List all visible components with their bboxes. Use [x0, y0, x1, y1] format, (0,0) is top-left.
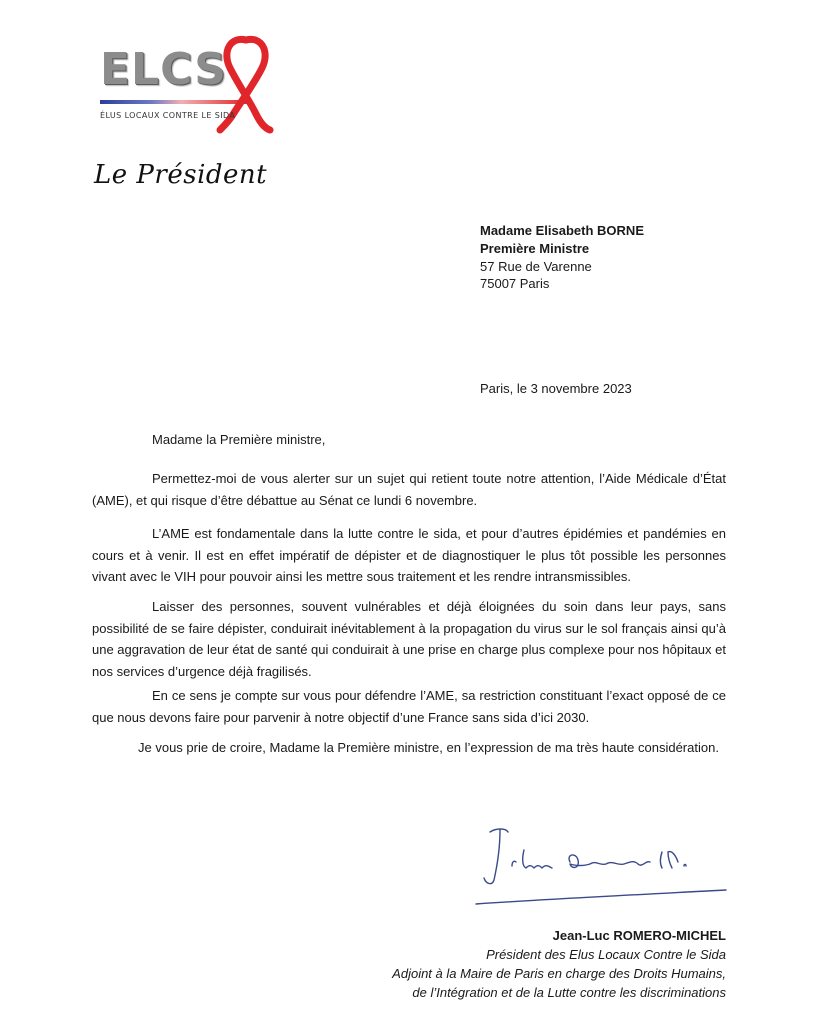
letter-date: Paris, le 3 novembre 2023 [480, 381, 632, 396]
logo-letters: ELCS [100, 44, 227, 95]
signatory-title: Adjoint à la Maire de Paris en charge des Droits Humains, [392, 966, 726, 981]
letterhead-title: Le Président [94, 160, 268, 190]
logo-subtitle: ÉLUS LOCAUX CONTRE LE SIDA [100, 111, 236, 120]
signatory-title: de l’Intégration et de la Lutte contre les discriminations [412, 985, 726, 1000]
recipient-name: Madame Elisabeth BORNE [480, 223, 644, 238]
recipient-address-line2: 75007 Paris [480, 276, 550, 291]
signatory-title: Président des Elus Locaux Contre le Sida [486, 947, 726, 962]
recipient-role: Première Ministre [480, 241, 590, 256]
body-paragraph: Permettez-moi de vous alerter sur un sujet qui retient toute notre attention, l’Aide Médicale d’État (AME), et qui risque d’être débattue au Sénat ce lundi 6 novembre. [92, 471, 726, 508]
body-paragraph: En ce sens je compte sur vous pour défendre l’AME, sa restriction constituant l’exact opposé de ce que nous devons faire pour parvenir à notre objectif d’une France sans sida d’ici 2030. [92, 688, 726, 725]
elcs-logo [98, 34, 278, 134]
recipient-address-line1: 57 Rue de Varenne [480, 259, 592, 274]
body-paragraph: Laisser des personnes, souvent vulnérables et déjà éloignées du soin dans leur pays, sans possibilité de se faire dépister, conduirait inévitablement à la propagation du virus sur le sol français ainsi qu’à une aggravation de leur état de santé qui conduirait à une prise en charge plus complexe pour nos hôpitaux et nos services d’urgence déjà fragilisés. [92, 599, 726, 679]
closing-formula: Je vous prie de croire, Madame la Première ministre, en l’expression de ma très haute considération. [138, 740, 719, 755]
body-paragraph: L’AME est fondamentale dans la lutte contre le sida, et pour d’autres épidémies et pandémies en cours et à venir. Il est en effet impératif de dépister et de diagnostiquer le plus tôt possible les personnes vivant avec le VIH pour pouvoir ainsi les mettre sous traitement et les rendre intransmissibles. [92, 526, 726, 584]
signatory-name: Jean-Luc ROMERO-MICHEL [552, 928, 726, 943]
handwritten-signature [472, 822, 732, 912]
salutation: Madame la Première ministre, [152, 432, 326, 447]
